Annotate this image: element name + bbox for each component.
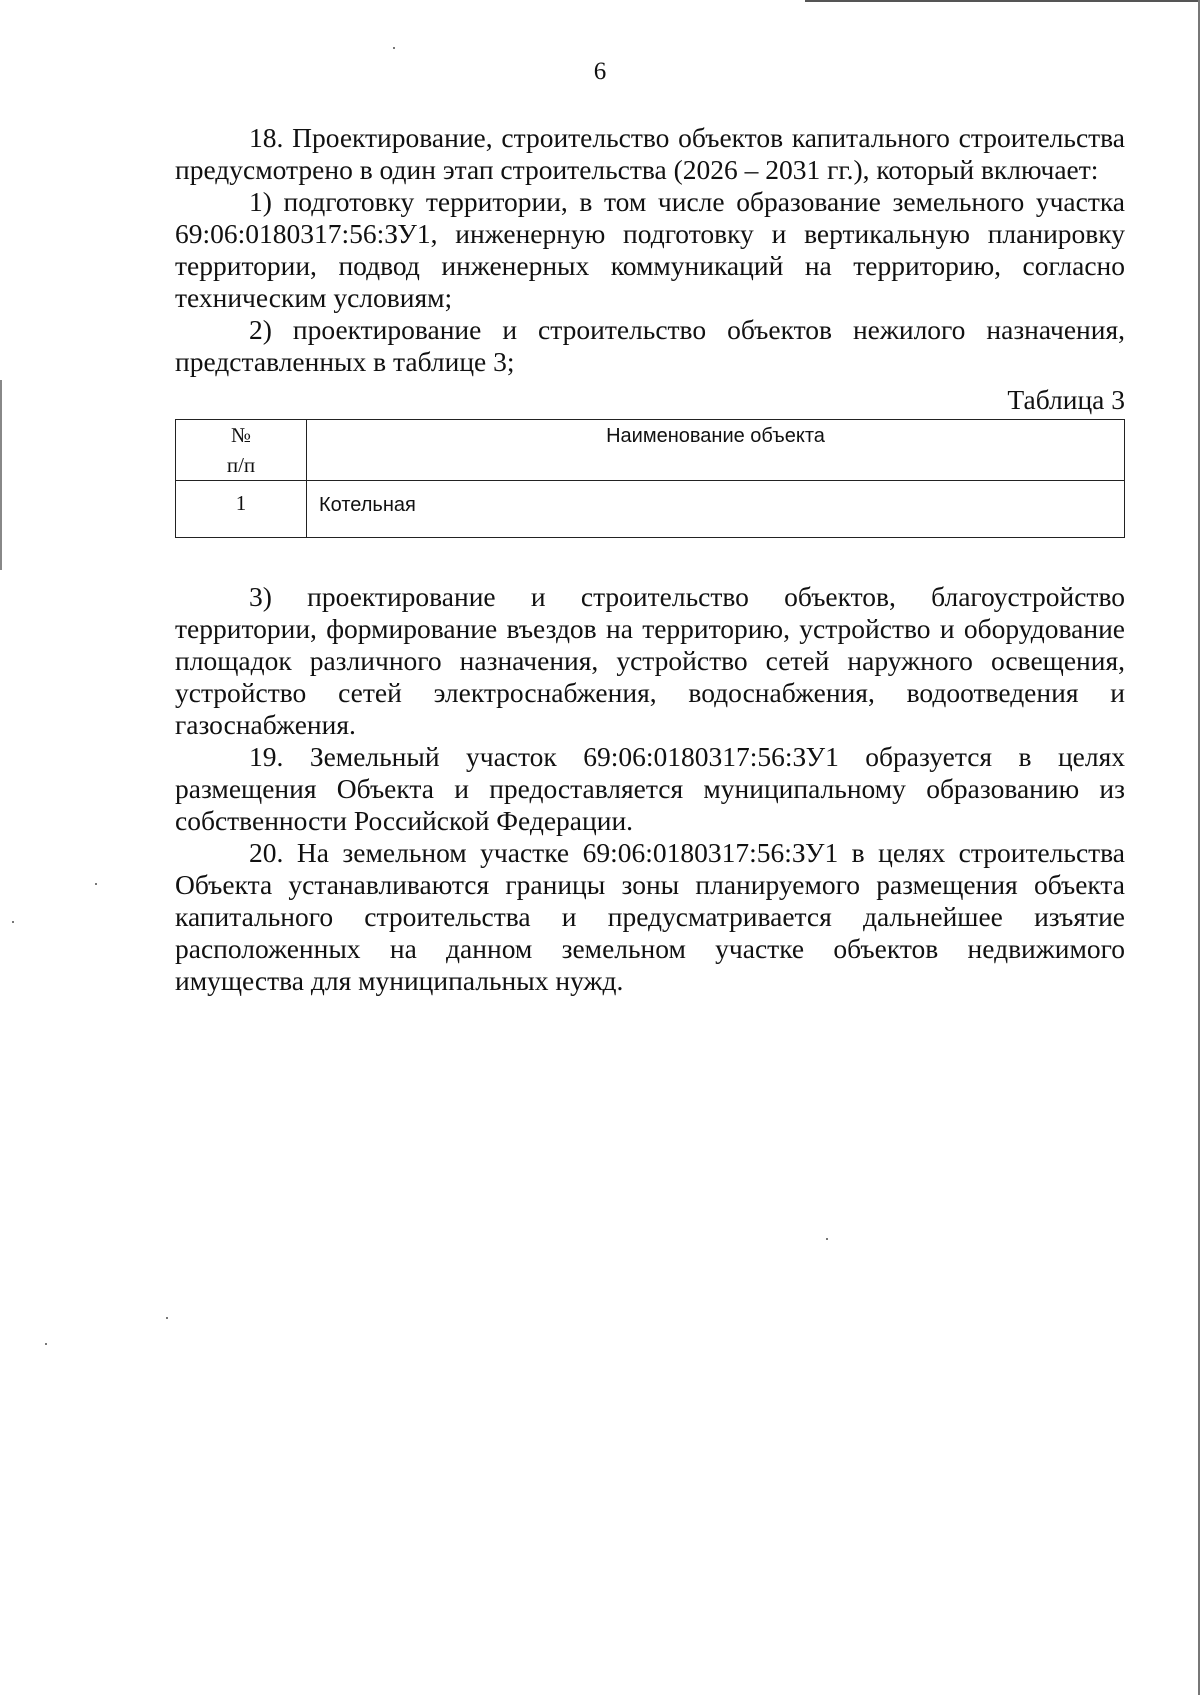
objects-table: [175, 419, 1125, 538]
paragraph-19: 19. Земельный участок 69:06:0180317:56:ЗУ1 образуется в целях размещения Объекта и предоставляется муниципальному образованию из собственности Российской Федерации.: [175, 741, 1125, 836]
scan-edge-top: [805, 0, 1200, 2]
header-num-abbr: п/п: [226, 453, 256, 477]
document-body: [175, 122, 1125, 997]
list-item-1: 1) подготовку территории, в том числе образование земельного участка 69:06:0180317:56:ЗУ1, инженерную подготовку и вертикальную планировку территории, подвод инженерных коммуникаций на территорию, согласно техническим условиям;: [175, 186, 1125, 313]
table-caption: Таблица 3: [1007, 384, 1125, 415]
scan-edge-left: [0, 380, 2, 570]
scan-speck: [12, 921, 14, 923]
list-item-2: 2) проектирование и строительство объектов нежилого назначения, представленных в таблице 3;: [175, 314, 1125, 377]
header-num-cell: [176, 420, 307, 481]
row-num-cell: 1: [176, 481, 307, 538]
paragraph-18: 18. Проектирование, строительство объектов капитального строительства предусмотрено в один этап строительства (2026 – 2031 гг.), который включает:: [175, 122, 1125, 185]
scan-speck: [393, 47, 395, 49]
scan-speck: [45, 1343, 47, 1345]
paragraph-20: 20. На земельном участке 69:06:0180317:56:ЗУ1 в целях строительства Объекта устанавливаются границы зоны планируемого размещения объекта капитального строительства и предусматривается дальнейшее изъятие расположенных на данном земельном участке объектов недвижимого имущества для муниципальных нужд.: [175, 837, 1125, 996]
page-number: 6: [593, 58, 607, 85]
table-row: [176, 481, 1125, 538]
table-header-row: [176, 420, 1125, 481]
row-name-cell: Котельная: [307, 481, 1125, 538]
scan-speck: [166, 1317, 168, 1319]
header-num-symbol: №: [230, 423, 252, 447]
scan-speck: [826, 1238, 828, 1240]
header-name-cell: Наименование объекта: [307, 420, 1125, 481]
list-item-3: 3) проектирование и строительство объектов, благоустройство территории, формирование въездов на территорию, устройство и оборудование площадок различного назначения, устройство сетей наружного освещения, устройство сетей электроснабжения, водоснабжения, водоотведения и газоснабжения.: [175, 581, 1125, 740]
scan-speck: [95, 883, 97, 885]
